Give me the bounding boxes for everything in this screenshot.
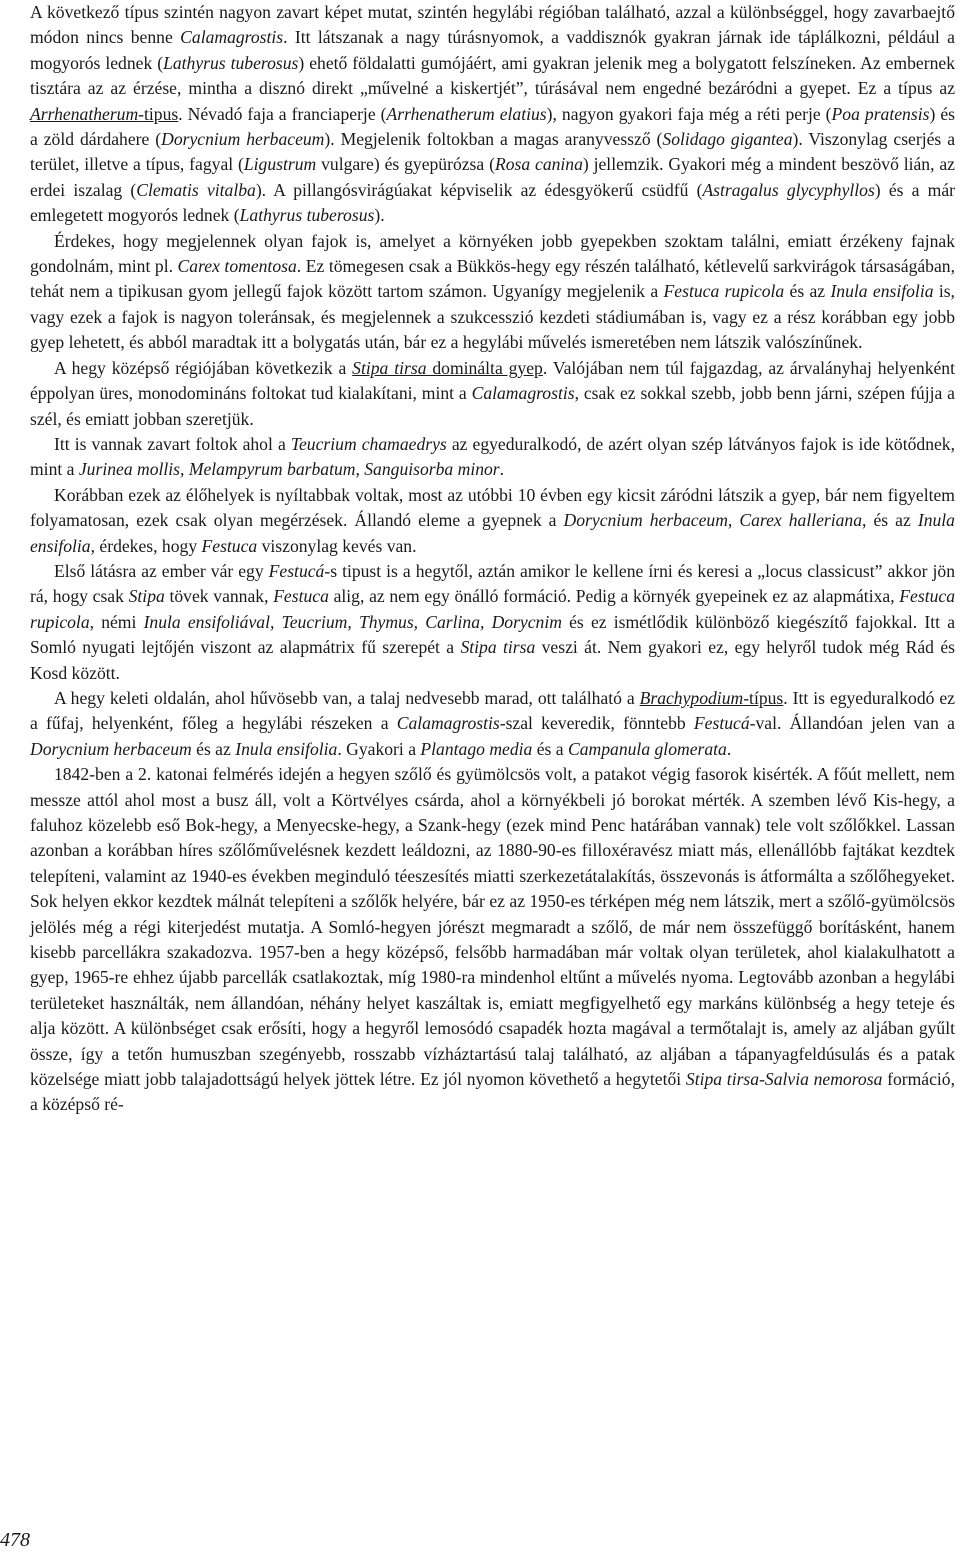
text-run: az egyeduralkodó, de azért olyan szép látványos fajok is ide kötődnek, mint a (30, 433, 956, 480)
styled-text: Dorycnium herbaceum (161, 129, 325, 150)
text-run: , érdekes, hogy (90, 535, 202, 556)
styled-text: Inula ensifolia (830, 281, 934, 302)
text-run: ), nagyon gyakori faja még a réti perje ( (546, 103, 832, 124)
text-run: is, vagy ezek a fajok is nagyon toleránsak, és megjelennek a szukcesszió kezdeti stádiumában is, vagy ez a rész korábban egy jobb gyep lehetett, és abból maradtak itt a bolygatás után, bár ez a hegylábi művelés ismeretében nem látszik valószínűnek. (30, 281, 955, 353)
text-run: veszi át. Nem gyakori ez, egy helyről tudok még Rád és Kosd között. (30, 637, 955, 683)
text-run: Itt is vannak zavart foltok ahol a (54, 433, 291, 454)
styled-text: Stipa (128, 586, 165, 607)
text-run: . Valójában nem túl fajgazdag, az árvalányhaj helyenként éppolyan üres, monodomináns foltokat tud kialakítani, mint a (30, 357, 955, 404)
text-run: és az (191, 738, 236, 759)
styled-text: Inula ensifolia (235, 738, 338, 759)
page-body (30, 0, 955, 1118)
styled-text: Lathyrus tuberosus (239, 205, 375, 226)
styled-text: Jurinea mollis, Melampyrum barbatum, Sanguisorba minor (78, 459, 500, 480)
text-run: -s tipust is a hegytől, aztán amikor le kellene írni és keresi a „locus classicust” akkor jön rá, hogy csak (30, 560, 955, 607)
text-run: . (499, 459, 505, 480)
text-run: és a (532, 738, 568, 759)
text-run: 1842-ben a 2. katonai felmérés idején a hegyen szőlő és gyümölcsös volt, a patakot végig fasorok kisérték. A főút mellett, nem messze attól ahol most a busz áll, volt a Körtvélyes csárda, ahol a környékbeli jó borokat mérték. A szemben lévő Kis-hegy, a faluhoz közelebb eső Bok-hegy, a Menyecske-hegy, a Szank-hegy (ezek mind Penc határában vannak) tele volt szőlőkkel. Lassan azonban a korábban híres szőlőművelésnek kezdett leáldozni, az 1880-90-es filloxéravész miatt más, ellenállóbb fajtákat kezdtek telepíteni, valamint az 1940-es években meginduló téeszesítés miatti szerkezetátalakítás, összevonás is átformálta a szőlőhegyeket. Sok helyen ekkor kezdtek málnát telepíteni a szőlők helyére, bár ez az 1950-es térképen még nem látszik, mert a szőlő-gyümölcsös jelölés még a régi kiterjedést mutatja. A Somló-hegyen jórészt megmaradt a szőlő, de már nem összefüggő borításként, hanem kisebb parcellákra szakadozva. 1957-ben a hegy középső, felsőbb harmadában már voltak olyan területek, ahol kialakulhatott a gyep, 1965-re ehhez újabb parcellák csatlakoztak, míg 1980-ra mindenhol eltűnt a művelés nyoma. Legtovább azonban a hegylábi területeket használták, nem állandóan, néhány helyet kaszáltak is, emiatt megfigyelhető egy markáns különbség a hegy teteje és alja között. A különbséget csak erősíti, hogy a hegyről lemosódó csapadék hozta magával a termőtalajt is, amely az aljában gyűlt össze, így a tetőn humuszban szegényebb, rosszabb vízháztartású talaj található, az aljában a tápanyagfeldúsulás és a patak közelsége miatt jobb talajadottságú helyek jöttek létre. Ez jól nyomon követhető a hegytetői (30, 764, 955, 1090)
styled-text: Lathyrus tuberosus (163, 52, 299, 73)
paragraph (30, 686, 955, 762)
text-run: A hegy keleti oldalán, ahol hűvösebb van, a talaj nedvesebb marad, ott található a (54, 687, 640, 708)
styled-text: -tipus (138, 103, 179, 124)
styled-text: Arrhenatherum elatius (386, 103, 547, 124)
styled-text: Solidago gigantea (662, 129, 793, 150)
styled-text: Carex tomentosa (177, 256, 297, 277)
styled-text: Calamagrostis (180, 27, 284, 48)
text-run: . Ez tömegesen csak a Bükkös-hegy egy részén található, kétlevelű sarkvirágok társaságában, tehát nem a tipikusan gyom jellegű fajok között tartom számon. Ugyanígy megjelenik a (30, 256, 955, 302)
styled-text: Festucá (693, 713, 750, 734)
styled-text: dominálta gyep (426, 357, 543, 378)
text-run: ). Megjelenik foltokban a magas aranyvessző ( (324, 129, 663, 150)
styled-text: Arrhenatherum (30, 103, 139, 124)
text-run: . Itt is egyeduralkodó ez a fűfaj, helyenként, főleg a hegylábi részeken a (30, 687, 955, 734)
styled-text: Festuca (273, 586, 329, 607)
styled-text: Festuca rupicola (663, 281, 785, 302)
text-run: ) és a már emlegetett mogyorós lednek ( (30, 179, 955, 226)
text-run: ). (374, 205, 385, 226)
text-run: , és az (862, 510, 918, 531)
styled-text: Calamagrostis (471, 383, 575, 404)
styled-text: Dorycnium herbaceum (30, 738, 192, 759)
text-run: . (726, 738, 732, 759)
paragraph (30, 559, 955, 686)
text-run: A következő típus szintén nagyon zavart képet mutat, szintén hegylábi régióban található, azzal a különbséggel, hogy zavarbaejtő módon nincs benne (30, 2, 955, 48)
styled-text: Dorycnium herbaceum, Carex halleriana (563, 510, 863, 531)
text-run: , némi (89, 611, 144, 632)
paragraph (30, 229, 955, 356)
styled-text: Stipa tirsa (460, 637, 536, 658)
text-run: formáció, a középső ré- (30, 1069, 955, 1115)
styled-text: Teucrium chamaedrys (290, 433, 447, 454)
text-run: ). A pillangósvirágúakat képviselik az édesgyökerű csüdfű ( (255, 179, 703, 200)
text-run: vulgare) és gyepürózsa ( (316, 154, 495, 175)
paragraph (30, 356, 955, 432)
text-run: ) és a zöld dárdahere ( (30, 103, 955, 150)
text-run: . Gyakori a (337, 738, 421, 759)
text-run: Érdekes, hogy megjelennek olyan fajok is, amelyet a környéken jobb gyepekben szoktam találni, emiatt érzékeny fajnak gondolnám, mint pl. (30, 230, 955, 277)
text-run: ) jellemzik. Gyakori még a mindent beszövő lián, az erdei iszalag ( (30, 154, 955, 200)
styled-text: Clematis vitalba (136, 179, 256, 200)
paragraph (30, 0, 955, 229)
text-run: -val. Állandóan jelen van a (749, 713, 955, 734)
text-run: A hegy középső régiójában következik a (54, 357, 353, 378)
styled-text: Inula ensifolia (30, 510, 955, 556)
text-run: . Névadó faja a franciaperje ( (178, 103, 387, 124)
styled-text: Stipa tirsa-Salvia nemorosa (685, 1069, 883, 1090)
styled-text: Festuca (201, 535, 258, 556)
text-run: ) ehető földalatti gumójáért, ami gyakran jelenik meg a bolygatott felszíneken. Az embernek tisztára az az érzése, mintha a disznó direkt „művelné a kiskertjét”, túrásával nem engedné bezáródni a gyepet. Ez a típus az (30, 52, 955, 99)
styled-text: Rosa canina (494, 154, 583, 175)
paragraph (30, 762, 955, 1118)
text-run: Első látásra az ember vár egy (54, 560, 269, 581)
styled-text: Ligustrum (243, 154, 317, 175)
styled-text: Festuca rupicola (30, 586, 955, 632)
paragraph (30, 432, 955, 483)
styled-text: Poa pratensis (831, 103, 930, 124)
styled-text: Calamagrostis (396, 713, 500, 734)
text-run: tövek vannak, (164, 586, 274, 607)
styled-text: Brachypodium (639, 687, 744, 708)
text-run: . Itt látszanak a nagy túrásnyomok, a vaddisznók gyakran járnak ide táplálkozni, például a mogyorós lednek ( (30, 27, 955, 73)
text-run: ). Viszonylag cserjés a terület, illetve a típus, fagyal ( (30, 129, 956, 175)
styled-text: Campanula glomerata (568, 738, 727, 759)
styled-text: Festucá (268, 560, 325, 581)
page-number: 478 (0, 1529, 30, 1551)
text-run: -szal keveredik, fönntebb (499, 713, 694, 734)
styled-text: Plantago media (420, 738, 533, 759)
text-run: viszonylag kevés van. (257, 535, 417, 556)
text-run: alig, az nem egy önálló formáció. Pedig a környék gyepeinek ez az alapmátixa, (328, 586, 900, 607)
text-run: és az (784, 281, 831, 302)
styled-text: Stipa tirsa (352, 357, 427, 378)
styled-text: Inula ensifoliával, Teucrium, Thymus, Carlina, Dorycnim (143, 611, 562, 632)
text-run: és ez ismétlődik különböző kiegészítő fajokkal. Itt a Somló nyugati lejtőjén viszont az alapmátrix fű szerepét a (30, 611, 955, 658)
paragraph (30, 483, 955, 559)
styled-text: Astragalus glycyphyllos (702, 179, 875, 200)
text-run: , csak ez sokkal szebb, jobb benn járni, szépen fújja a szél, és emiatt jobban szeretjük. (30, 383, 955, 429)
text-run: Korábban ezek az élőhelyek is nyíltabbak voltak, most az utóbbi 10 évben egy kicsit záródni látszik a gyep, bár nem figyeltem folyamatosan, ezek csak olyan megérzések. Állandó eleme a gyepnek a (30, 484, 955, 531)
styled-text: -típus (743, 687, 784, 708)
